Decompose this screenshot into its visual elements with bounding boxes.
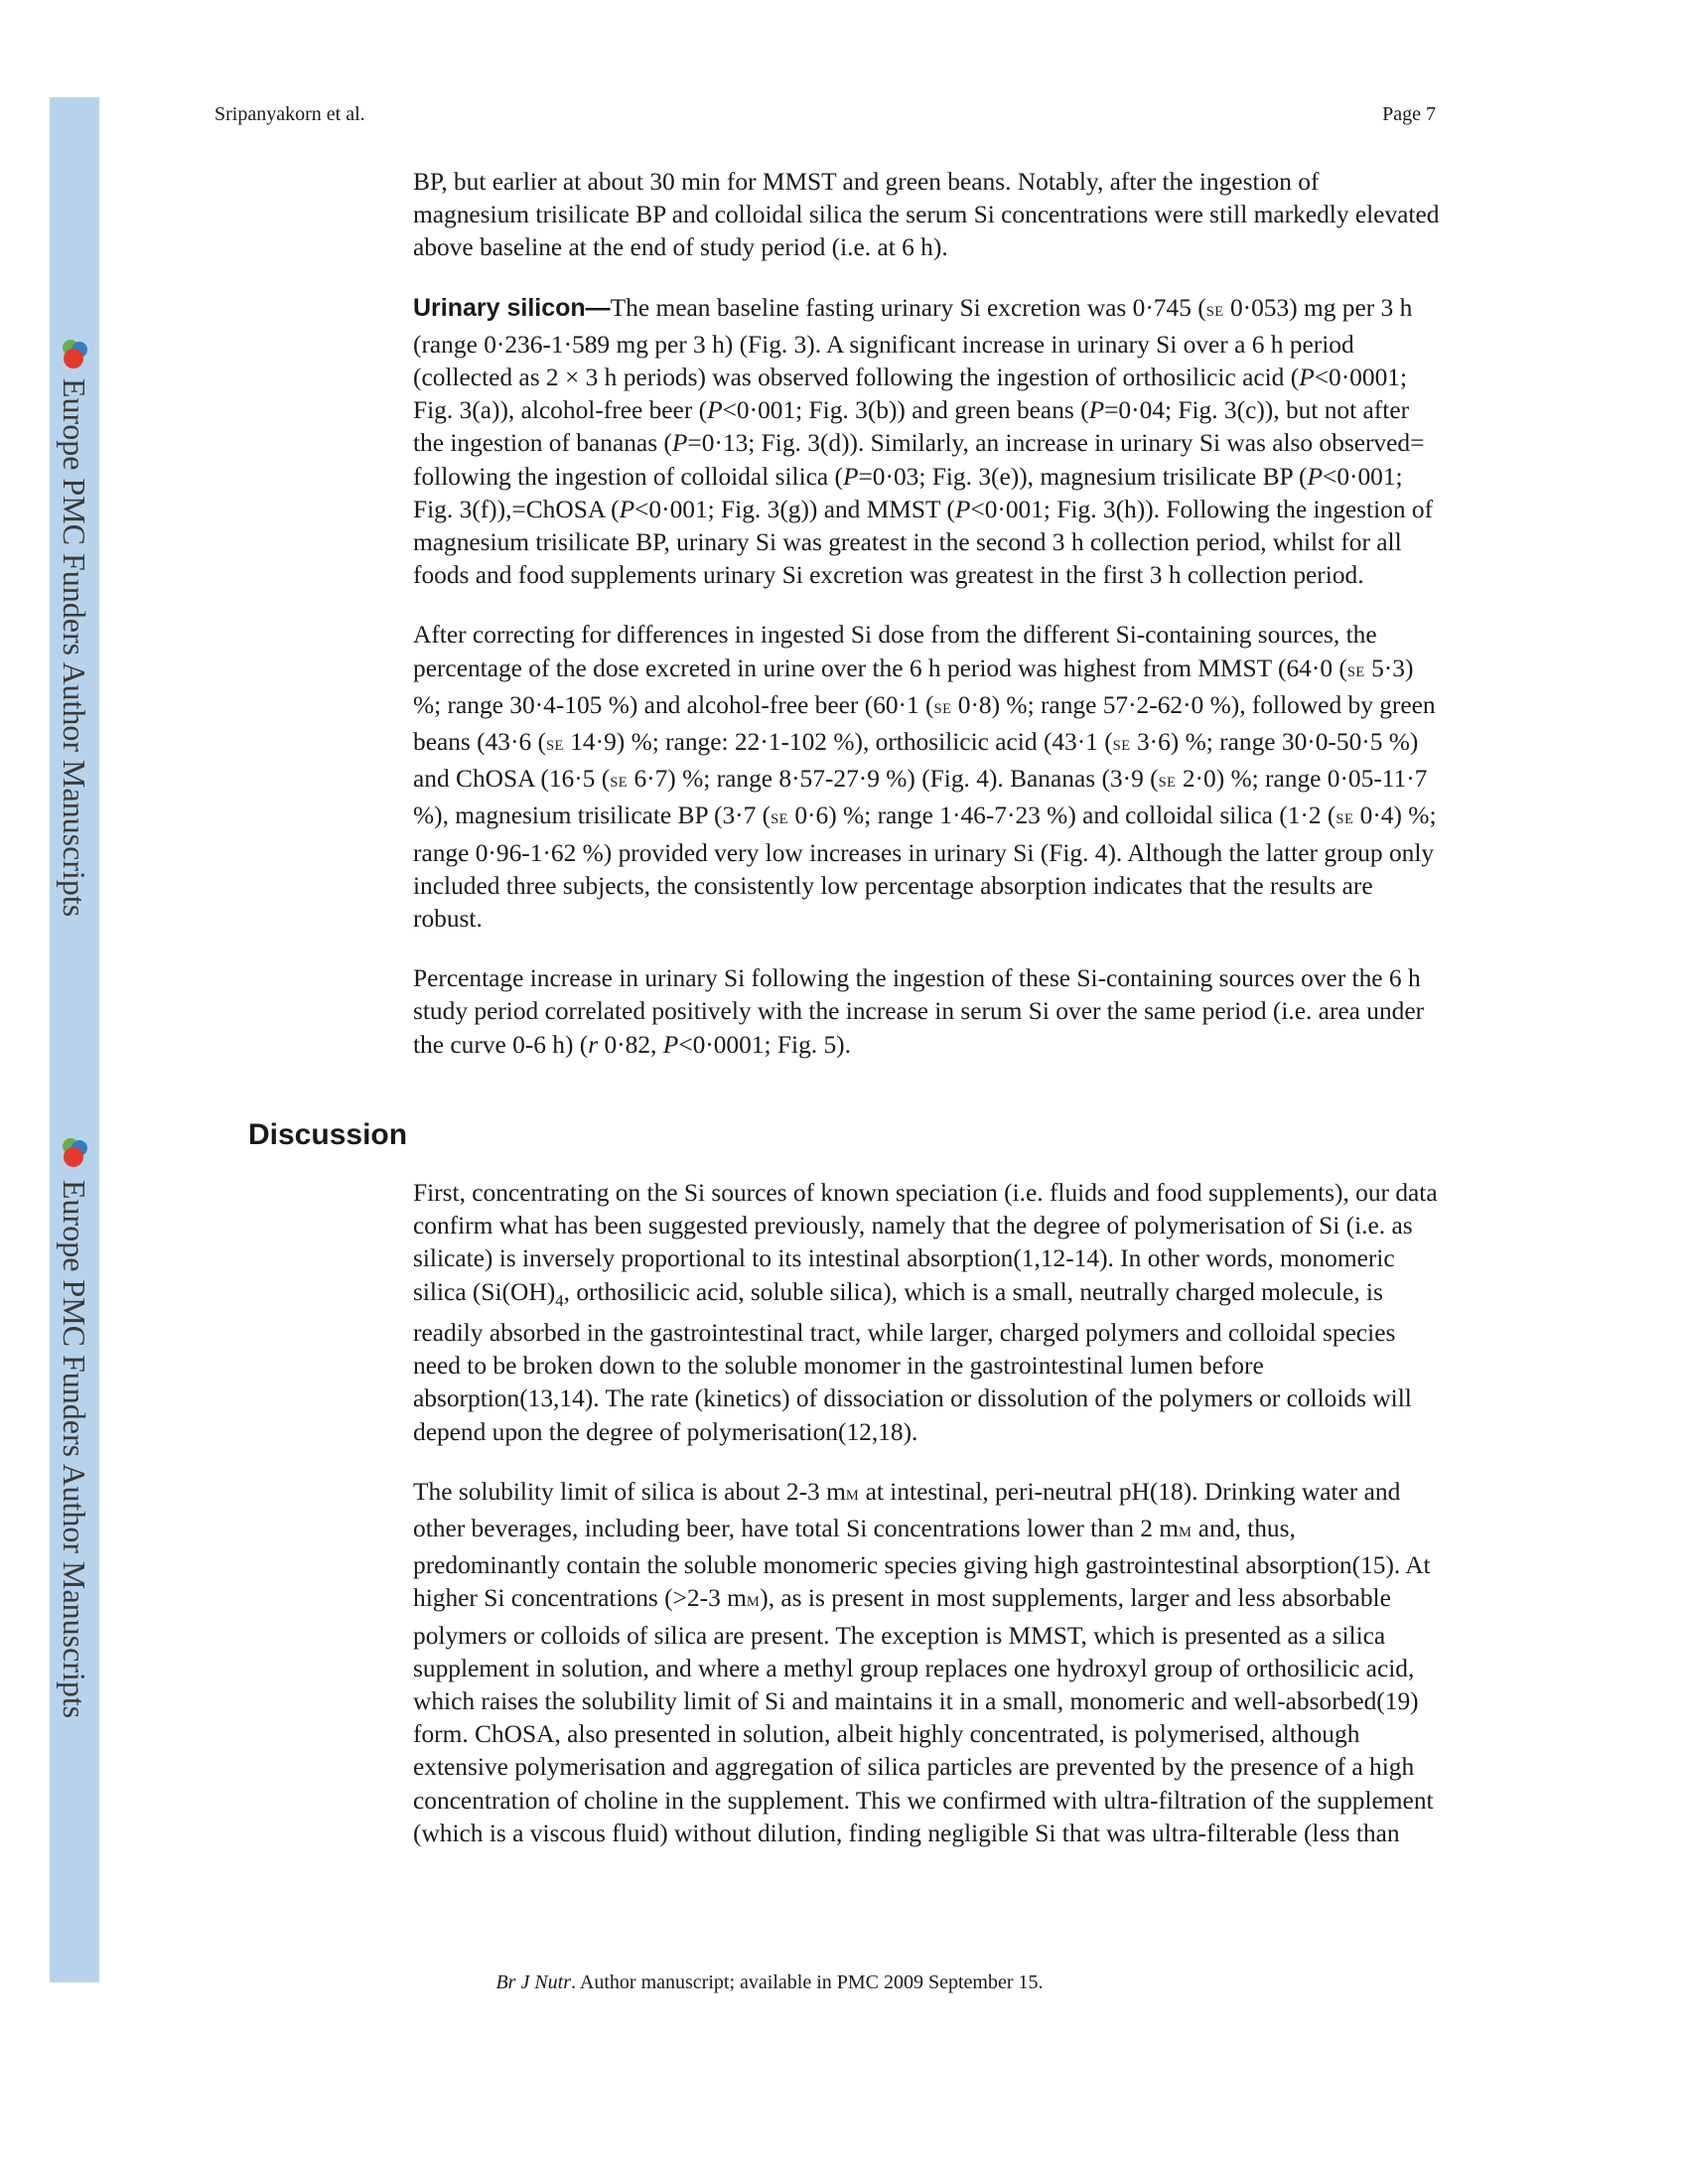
results-text	[413, 166, 1440, 1089]
paragraph: First, concentrating on the Si sources of known speciation (i.e. fluids and food supplements), our data confirm what has been suggested previously, namely that the degree of polymerisation of Si (i.e. as silicate) is inversely proportional to its intestinal absorption(1,12-14). In other words, monomeric silica ($Si(OH)_4$, orthosilicic acid, soluble silica), which is a small, neutrally charged molecule, is readily absorbed in the gastrointestinal tract, while larger, charged polymers and colloidal species need to be broken down to the soluble monomer in the gastrointestinal lumen before absorption(13,14). The rate (kinetics) of dissociation or dissolution of the polymers or colloids will depend upon the degree of polymerisation(12,18).	[413, 1179, 1438, 1446]
europe-pmc-logo-icon	[58, 338, 91, 371]
journal-name: Br J Nutr	[495, 1971, 572, 1993]
paragraph: BP, but earlier at about 30 min for MMST and green beans. Notably, after the ingestion of magnesium trisilicate BP and colloidal silica the serum Si concentrations were still markedly elevated above baseline at the end of study period (i.e. at 6 h).	[413, 168, 1440, 262]
discussion-text	[413, 1177, 1440, 1877]
europe-pmc-logo-icon	[58, 1136, 91, 1170]
paragraph: After correcting for differences in ingested Si dose from the different Si-containing sources, the percentage of the dose excreted in urine over the 6 h period was highest from MMST (64·0 (SE 5·3) %; range 30·4-105 %) and alcohol-free beer (60·1 (SE 0·8) %; range 57·2-62·0 %), followed by green beans (43·6 (SE 14·9) %; range: 22·1-102 %), orthosilicic acid (43·1 (SE 3·6) %; range 30·0-50·5 %) and ChOSA (16·5 (SE 6·7) %; range 8·57-27·9 %) (Fig. 4). Bananas (3·9 (SE 2·0) %; range 0·05-11·7 %), magnesium trisilicate BP (3·7 (SE 0·6) %; range 1·46-7·23 %) and colloidal silica (1·2 (SE 0·4) %; range 0·96-1·62 %) provided very low increases in urinary Si (Fig. 4). Although the latter group only included three subjects, the consistently low percentage absorption indicates that the results are robust.	[413, 621, 1437, 934]
sidebar-label: Europe PMC Funders Author Manuscripts	[57, 1180, 92, 1719]
paragraph: Urinary silicon—The mean baseline fasting urinary Si excretion was 0·745 (SE 0·053) mg per 3 h (range 0·236-1·589 mg per 3 h) (Fig. 3). A significant increase in urinary Si over a 6 h period (collected as 2 × 3 h periods) was observed following the ingestion of orthosilicic acid (P<0·0001; Fig. 3(a)), alcohol-free beer (P<0·001; Fig. 3(b)) and green beans (P=0·04; Fig. 3(c)), but not after the ingestion of bananas (P=0·13; Fig. 3(d)). Similarly, an increase in urinary Si was also observed= following the ingestion of colloidal silica (P=0·03; Fig. 3(e)), magnesium trisilicate BP (P<0·001; Fig. 3(f)),=ChOSA (P<0·001; Fig. 3(g)) and MMST (P<0·001; Fig. 3(h)). Following the ingestion of magnesium trisilicate BP, urinary Si was greatest in the second 3 h collection period, whilst for all foods and food supplements urinary Si excretion was greatest in the first 3 h collection period.	[413, 293, 1434, 590]
page-number: Page 7	[1382, 103, 1436, 125]
subsection-heading: Urinary silicon—	[413, 293, 611, 322]
running-header-authors: Sripanyakorn et al.	[214, 103, 365, 125]
footer-citation	[0, 1971, 1539, 1994]
paragraph: Percentage increase in urinary Si following the ingestion of these Si-containing sources over the 6 h study period correlated positively with the increase in serum Si over the same period (i.e. area under the curve 0-6 h) (r 0·82, P<0·0001; Fig. 5).	[413, 964, 1425, 1059]
footer-text: . Author manuscript; available in PMC 2009 September 15.	[571, 1971, 1044, 1993]
europe-pmc-sidebar	[50, 97, 99, 1982]
sidebar-label: Europe PMC Funders Author Manuscripts	[57, 378, 92, 918]
section-heading-discussion: Discussion	[248, 1118, 408, 1151]
paragraph: The solubility limit of silica is about 2-3 mM at intestinal, peri-neutral pH(18). Drinking water and other beverages, including beer, have total Si concentrations lower than 2 mM and, thus, predominantly contain the soluble monomeric species giving high gastrointestinal absorption(15). At higher Si concentrations (>2-3 mM), as is present in most supplements, larger and less absorbable polymers or colloids of silica are present. The exception is MMST, which is presented as a silica supplement in solution, and where a methyl group replaces one hydroxyl group of orthosilicic acid, which raises the solubility limit of Si and maintains it in a small, monomeric and well-absorbed(19) form. ChOSA, also presented in solution, albeit highly concentrated, is polymerised, although extensive polymerisation and aggregation of silica particles are prevented by the presence of a high concentration of choline in the supplement. This we confirmed with ultra-filtration of the supplement (which is a viscous fluid) without dilution, finding negligible Si that was ultra-filterable (less than	[413, 1477, 1434, 1847]
